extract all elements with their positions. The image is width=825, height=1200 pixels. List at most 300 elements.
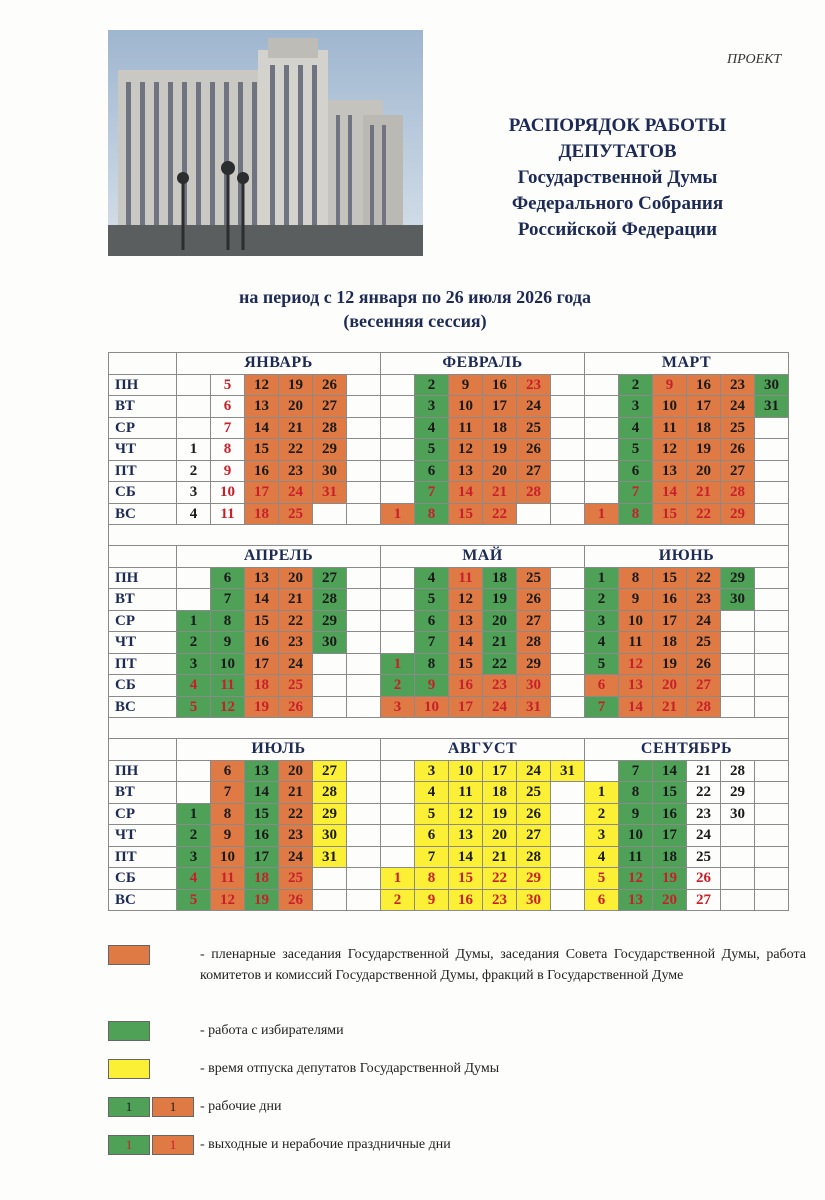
calendar-day: 3 <box>415 396 449 418</box>
calendar-empty-cell <box>381 482 415 504</box>
weekday-label: ВС <box>109 889 177 911</box>
calendar-day: 5 <box>619 439 653 461</box>
legend-swatch <box>152 1135 194 1155</box>
calendar-empty-cell <box>381 567 415 589</box>
weekday-label: ЧТ <box>109 632 177 654</box>
calendar-empty-cell <box>721 653 755 675</box>
calendar-empty-cell <box>721 889 755 911</box>
calendar-day: 14 <box>245 417 279 439</box>
calendar-day: 26 <box>517 803 551 825</box>
calendar-day: 18 <box>483 567 517 589</box>
calendar-day: 19 <box>483 803 517 825</box>
calendar-empty-cell <box>721 825 755 847</box>
duma-building-photo <box>108 30 423 256</box>
calendar-day: 18 <box>653 846 687 868</box>
weekday-label: ЧТ <box>109 439 177 461</box>
calendar-day: 8 <box>211 803 245 825</box>
calendar-day: 25 <box>279 675 313 697</box>
calendar-day: 30 <box>517 889 551 911</box>
calendar-day: 26 <box>517 589 551 611</box>
calendar-day: 14 <box>449 846 483 868</box>
calendar-day: 17 <box>483 396 517 418</box>
calendar-empty-cell <box>755 632 789 654</box>
calendar-day: 1 <box>381 503 415 525</box>
legend-swatch <box>108 945 150 965</box>
title-line-5: Российской Федерации <box>517 219 718 240</box>
calendar-day: 2 <box>381 889 415 911</box>
calendar-day: 7 <box>619 482 653 504</box>
calendar-day: 2 <box>585 803 619 825</box>
calendar-day: 16 <box>483 374 517 396</box>
calendar-day: 24 <box>517 396 551 418</box>
calendar-empty-cell <box>585 460 619 482</box>
month-name: АПРЕЛЬ <box>177 546 381 568</box>
calendar-empty-cell <box>551 482 585 504</box>
calendar-day: 22 <box>687 567 721 589</box>
calendar-day: 13 <box>619 675 653 697</box>
calendar-empty-cell <box>177 374 211 396</box>
calendar-empty-cell <box>381 803 415 825</box>
calendar-day: 14 <box>653 760 687 782</box>
calendar-empty-cell <box>551 589 585 611</box>
legend-swatch <box>108 1135 150 1155</box>
calendar-empty-cell <box>177 567 211 589</box>
weekday-label: ПН <box>109 760 177 782</box>
calendar-day: 10 <box>653 396 687 418</box>
calendar-day: 5 <box>177 696 211 718</box>
calendar-empty-cell <box>755 417 789 439</box>
calendar-empty-cell <box>721 675 755 697</box>
calendar-day: 14 <box>619 696 653 718</box>
calendar-day: 1 <box>585 567 619 589</box>
month-name: ИЮНЬ <box>585 546 789 568</box>
calendar-day: 1 <box>381 653 415 675</box>
calendar-empty-cell <box>551 846 585 868</box>
calendar-empty-cell <box>585 439 619 461</box>
calendar-day: 27 <box>517 825 551 847</box>
calendar-day: 12 <box>449 439 483 461</box>
calendar-day: 4 <box>177 503 211 525</box>
calendar-day: 28 <box>313 417 347 439</box>
calendar-day: 4 <box>177 675 211 697</box>
calendar-day: 28 <box>687 696 721 718</box>
calendar-day: 11 <box>211 675 245 697</box>
calendar-day: 24 <box>687 610 721 632</box>
calendar-day: 20 <box>279 567 313 589</box>
calendar-day: 18 <box>245 675 279 697</box>
calendar-empty-cell <box>381 396 415 418</box>
calendar-empty-cell <box>313 889 347 911</box>
calendar-day: 21 <box>483 632 517 654</box>
calendar-day: 19 <box>483 589 517 611</box>
calendar-day: 8 <box>415 653 449 675</box>
calendar-day: 15 <box>653 503 687 525</box>
calendar-day: 21 <box>653 696 687 718</box>
calendar-empty-cell <box>551 503 585 525</box>
legend-swatch <box>152 1097 194 1117</box>
calendar-day: 2 <box>619 374 653 396</box>
calendar-empty-cell <box>755 589 789 611</box>
calendar-day: 10 <box>619 610 653 632</box>
calendar-empty-cell <box>347 825 381 847</box>
calendar-empty-cell <box>551 396 585 418</box>
calendar-day: 5 <box>585 868 619 890</box>
calendar-empty-cell <box>347 653 381 675</box>
calendar-day: 7 <box>415 482 449 504</box>
calendar-empty-cell <box>347 889 381 911</box>
calendar-empty-cell <box>755 460 789 482</box>
calendar-empty-cell <box>755 889 789 911</box>
calendar-day: 13 <box>245 567 279 589</box>
weekday-label: СР <box>109 417 177 439</box>
calendar-day: 19 <box>245 889 279 911</box>
calendar-day: 24 <box>687 825 721 847</box>
calendar-empty-cell <box>347 632 381 654</box>
calendar-day: 16 <box>687 374 721 396</box>
calendar-empty-cell <box>177 417 211 439</box>
calendar-day: 23 <box>517 374 551 396</box>
calendar-day: 3 <box>381 696 415 718</box>
calendar-day: 18 <box>483 417 517 439</box>
calendar-day: 10 <box>211 482 245 504</box>
period-text: на период с 12 января по 26 июля 2026 года <box>239 287 591 307</box>
calendar-empty-cell <box>755 482 789 504</box>
calendar-day: 13 <box>245 760 279 782</box>
calendar-empty-cell <box>347 396 381 418</box>
calendar-empty-cell <box>313 868 347 890</box>
calendar-day: 2 <box>177 460 211 482</box>
calendar-day: 4 <box>619 417 653 439</box>
calendar-day: 24 <box>279 482 313 504</box>
calendar-empty-cell <box>347 868 381 890</box>
calendar-day: 1 <box>177 610 211 632</box>
weekday-label: ВТ <box>109 396 177 418</box>
title-line-2: ДЕПУТАТОВ <box>558 141 677 162</box>
calendar-day: 13 <box>619 889 653 911</box>
calendar-day: 15 <box>449 868 483 890</box>
calendar-day: 28 <box>721 482 755 504</box>
calendar-empty-cell <box>347 482 381 504</box>
weekday-label: ПН <box>109 374 177 396</box>
legend-label: - время отпуска депутатов Государственной Думы <box>200 1061 500 1076</box>
calendar-day: 16 <box>245 825 279 847</box>
session-text: (весенняя сессия) <box>343 311 487 331</box>
calendar-day: 10 <box>449 396 483 418</box>
calendar-day: 6 <box>585 675 619 697</box>
calendar-day: 10 <box>619 825 653 847</box>
calendar-day: 1 <box>585 503 619 525</box>
calendar-empty-cell <box>551 696 585 718</box>
calendar-empty-cell <box>381 760 415 782</box>
calendar-empty-cell <box>347 846 381 868</box>
session-calendar <box>108 352 789 911</box>
weekday-label: ВС <box>109 696 177 718</box>
calendar-day: 3 <box>177 653 211 675</box>
calendar-day: 18 <box>653 632 687 654</box>
calendar-day: 1 <box>177 803 211 825</box>
calendar-day: 11 <box>211 503 245 525</box>
quarter-spacer <box>109 525 789 546</box>
calendar-day: 25 <box>721 417 755 439</box>
calendar-day: 4 <box>177 868 211 890</box>
calendar-day: 9 <box>211 825 245 847</box>
calendar-empty-cell <box>347 803 381 825</box>
calendar-empty-cell <box>381 417 415 439</box>
calendar-empty-cell <box>551 675 585 697</box>
legend-label: - выходные и нерабочие праздничные дни <box>200 1137 451 1152</box>
calendar-day: 21 <box>279 417 313 439</box>
document-title <box>440 113 795 243</box>
calendar-day: 30 <box>721 589 755 611</box>
calendar-empty-cell <box>755 825 789 847</box>
calendar-day: 7 <box>415 632 449 654</box>
calendar-day: 11 <box>653 417 687 439</box>
calendar-day: 11 <box>449 567 483 589</box>
calendar-day: 27 <box>313 396 347 418</box>
month-name: ФЕВРАЛЬ <box>381 353 585 375</box>
calendar-empty-cell <box>755 846 789 868</box>
calendar-day: 28 <box>313 589 347 611</box>
calendar-day: 8 <box>619 782 653 804</box>
calendar-empty-cell <box>721 696 755 718</box>
duma-building-illustration <box>108 30 423 256</box>
calendar-day: 17 <box>653 610 687 632</box>
calendar-day: 28 <box>517 846 551 868</box>
calendar-day: 17 <box>687 396 721 418</box>
calendar-day: 20 <box>483 610 517 632</box>
calendar-day: 6 <box>415 460 449 482</box>
legend-label: - рабочие дни <box>200 1099 282 1114</box>
calendar-empty-cell <box>755 567 789 589</box>
calendar-day: 14 <box>653 482 687 504</box>
calendar-day: 25 <box>517 417 551 439</box>
calendar-day: 22 <box>279 803 313 825</box>
calendar-day: 30 <box>313 632 347 654</box>
calendar-day: 6 <box>211 760 245 782</box>
calendar-day: 29 <box>721 503 755 525</box>
calendar-day: 2 <box>585 589 619 611</box>
calendar-empty-cell <box>755 803 789 825</box>
calendar-day: 22 <box>279 610 313 632</box>
calendar-empty-cell <box>347 567 381 589</box>
calendar-day: 19 <box>279 374 313 396</box>
calendar-empty-cell <box>313 653 347 675</box>
calendar-day: 4 <box>415 567 449 589</box>
calendar-empty-cell <box>347 610 381 632</box>
calendar-day: 12 <box>449 589 483 611</box>
calendar-day: 15 <box>245 610 279 632</box>
calendar-day: 5 <box>585 653 619 675</box>
calendar-day: 18 <box>687 417 721 439</box>
calendar-empty-cell <box>585 482 619 504</box>
title-line-3: Государственной Думы <box>517 167 718 188</box>
calendar-day: 12 <box>653 439 687 461</box>
calendar-day: 27 <box>721 460 755 482</box>
calendar-empty-cell <box>347 417 381 439</box>
calendar-day: 21 <box>279 589 313 611</box>
calendar-day: 13 <box>449 610 483 632</box>
calendar-day: 22 <box>483 503 517 525</box>
calendar-day: 1 <box>177 439 211 461</box>
calendar-day: 23 <box>279 632 313 654</box>
calendar-day: 16 <box>449 675 483 697</box>
calendar-day: 6 <box>619 460 653 482</box>
calendar-day: 3 <box>585 610 619 632</box>
calendar-day: 26 <box>313 374 347 396</box>
calendar-day: 24 <box>721 396 755 418</box>
month-name: МАЙ <box>381 546 585 568</box>
calendar-empty-cell <box>755 696 789 718</box>
calendar-empty-cell <box>551 610 585 632</box>
calendar-day: 12 <box>211 696 245 718</box>
legend-swatch <box>108 1097 150 1117</box>
calendar-empty-cell <box>551 782 585 804</box>
calendar-day: 24 <box>279 846 313 868</box>
calendar-day: 29 <box>517 653 551 675</box>
calendar-day: 3 <box>177 482 211 504</box>
calendar-day: 30 <box>313 825 347 847</box>
calendar-day: 7 <box>211 417 245 439</box>
calendar-empty-cell <box>755 503 789 525</box>
calendar-day: 7 <box>211 782 245 804</box>
calendar-day: 19 <box>483 439 517 461</box>
calendar-empty-cell <box>347 374 381 396</box>
weekday-label: ВС <box>109 503 177 525</box>
calendar-empty-cell <box>381 589 415 611</box>
calendar-day: 4 <box>415 417 449 439</box>
month-name: ЯНВАРЬ <box>177 353 381 375</box>
calendar-empty-cell <box>551 889 585 911</box>
calendar-empty-cell <box>381 782 415 804</box>
calendar-empty-cell <box>721 868 755 890</box>
calendar-day: 12 <box>619 868 653 890</box>
calendar-empty-cell <box>551 417 585 439</box>
calendar-day: 5 <box>415 439 449 461</box>
calendar-day: 14 <box>245 782 279 804</box>
calendar-empty-cell <box>551 632 585 654</box>
calendar-day: 5 <box>415 803 449 825</box>
calendar-day: 31 <box>755 396 789 418</box>
calendar-day: 5 <box>415 589 449 611</box>
calendar-day: 11 <box>449 417 483 439</box>
calendar-day: 27 <box>313 760 347 782</box>
calendar-day: 15 <box>245 803 279 825</box>
calendar-empty-cell <box>585 417 619 439</box>
calendar-day: 10 <box>211 846 245 868</box>
calendar-day: 11 <box>619 632 653 654</box>
weekday-label: СР <box>109 803 177 825</box>
calendar-empty-cell <box>381 825 415 847</box>
calendar-empty-cell <box>347 675 381 697</box>
period-subtitle <box>100 285 730 333</box>
calendar-day: 21 <box>687 760 721 782</box>
weekday-header-blank <box>109 739 177 761</box>
calendar-day: 13 <box>449 460 483 482</box>
weekday-label: ВТ <box>109 589 177 611</box>
calendar-day: 19 <box>653 653 687 675</box>
calendar-day: 16 <box>245 460 279 482</box>
calendar-empty-cell <box>551 460 585 482</box>
calendar-day: 3 <box>585 825 619 847</box>
legend-sample-digit: 1 <box>125 1137 133 1152</box>
calendar-empty-cell <box>585 396 619 418</box>
calendar-day: 16 <box>653 803 687 825</box>
calendar-day: 8 <box>415 503 449 525</box>
calendar-day: 25 <box>687 632 721 654</box>
calendar-day: 20 <box>483 825 517 847</box>
calendar-empty-cell <box>381 439 415 461</box>
calendar-day: 2 <box>415 374 449 396</box>
calendar-day: 29 <box>721 782 755 804</box>
calendar-day: 18 <box>245 868 279 890</box>
calendar-empty-cell <box>755 782 789 804</box>
calendar-day: 20 <box>653 675 687 697</box>
calendar-empty-cell <box>177 589 211 611</box>
calendar-empty-cell <box>585 760 619 782</box>
calendar-empty-cell <box>551 567 585 589</box>
calendar-empty-cell <box>755 439 789 461</box>
legend-sample-digit: 1 <box>169 1137 177 1152</box>
calendar-day: 9 <box>653 374 687 396</box>
weekday-label: ПН <box>109 567 177 589</box>
calendar-day: 23 <box>279 825 313 847</box>
calendar-day: 27 <box>517 610 551 632</box>
weekday-header-blank <box>109 546 177 568</box>
calendar-day: 19 <box>245 696 279 718</box>
calendar-day: 23 <box>483 675 517 697</box>
calendar-empty-cell <box>551 653 585 675</box>
month-name: АВГУСТ <box>381 739 585 761</box>
calendar-empty-cell <box>551 868 585 890</box>
calendar-day: 10 <box>211 653 245 675</box>
calendar-day: 5 <box>211 374 245 396</box>
calendar-day: 9 <box>415 675 449 697</box>
calendar-empty-cell <box>347 782 381 804</box>
calendar-empty-cell <box>517 503 551 525</box>
month-name: СЕНТЯБРЬ <box>585 739 789 761</box>
calendar-empty-cell <box>381 460 415 482</box>
calendar-day: 13 <box>245 396 279 418</box>
calendar-day: 6 <box>585 889 619 911</box>
calendar-empty-cell <box>347 760 381 782</box>
calendar-day: 21 <box>483 846 517 868</box>
calendar-day: 16 <box>653 589 687 611</box>
calendar-day: 6 <box>211 567 245 589</box>
calendar-day: 16 <box>245 632 279 654</box>
calendar-empty-cell <box>551 825 585 847</box>
calendar-day: 17 <box>483 760 517 782</box>
calendar-day: 7 <box>585 696 619 718</box>
calendar-empty-cell <box>177 760 211 782</box>
calendar-day: 9 <box>449 374 483 396</box>
calendar-day: 7 <box>619 760 653 782</box>
calendar-day: 20 <box>687 460 721 482</box>
calendar-day: 27 <box>517 460 551 482</box>
calendar-day: 27 <box>687 889 721 911</box>
calendar-day: 21 <box>279 782 313 804</box>
title-line-1: РАСПОРЯДОК РАБОТЫ <box>508 115 727 136</box>
calendar-day: 4 <box>415 782 449 804</box>
project-label: ПРОЕКТ <box>727 52 782 67</box>
calendar-empty-cell <box>585 374 619 396</box>
calendar-empty-cell <box>755 653 789 675</box>
calendar-day: 14 <box>449 482 483 504</box>
calendar-day: 9 <box>211 632 245 654</box>
calendar-day: 31 <box>313 846 347 868</box>
weekday-label: ПТ <box>109 653 177 675</box>
calendar-day: 22 <box>687 782 721 804</box>
calendar-day: 29 <box>313 803 347 825</box>
